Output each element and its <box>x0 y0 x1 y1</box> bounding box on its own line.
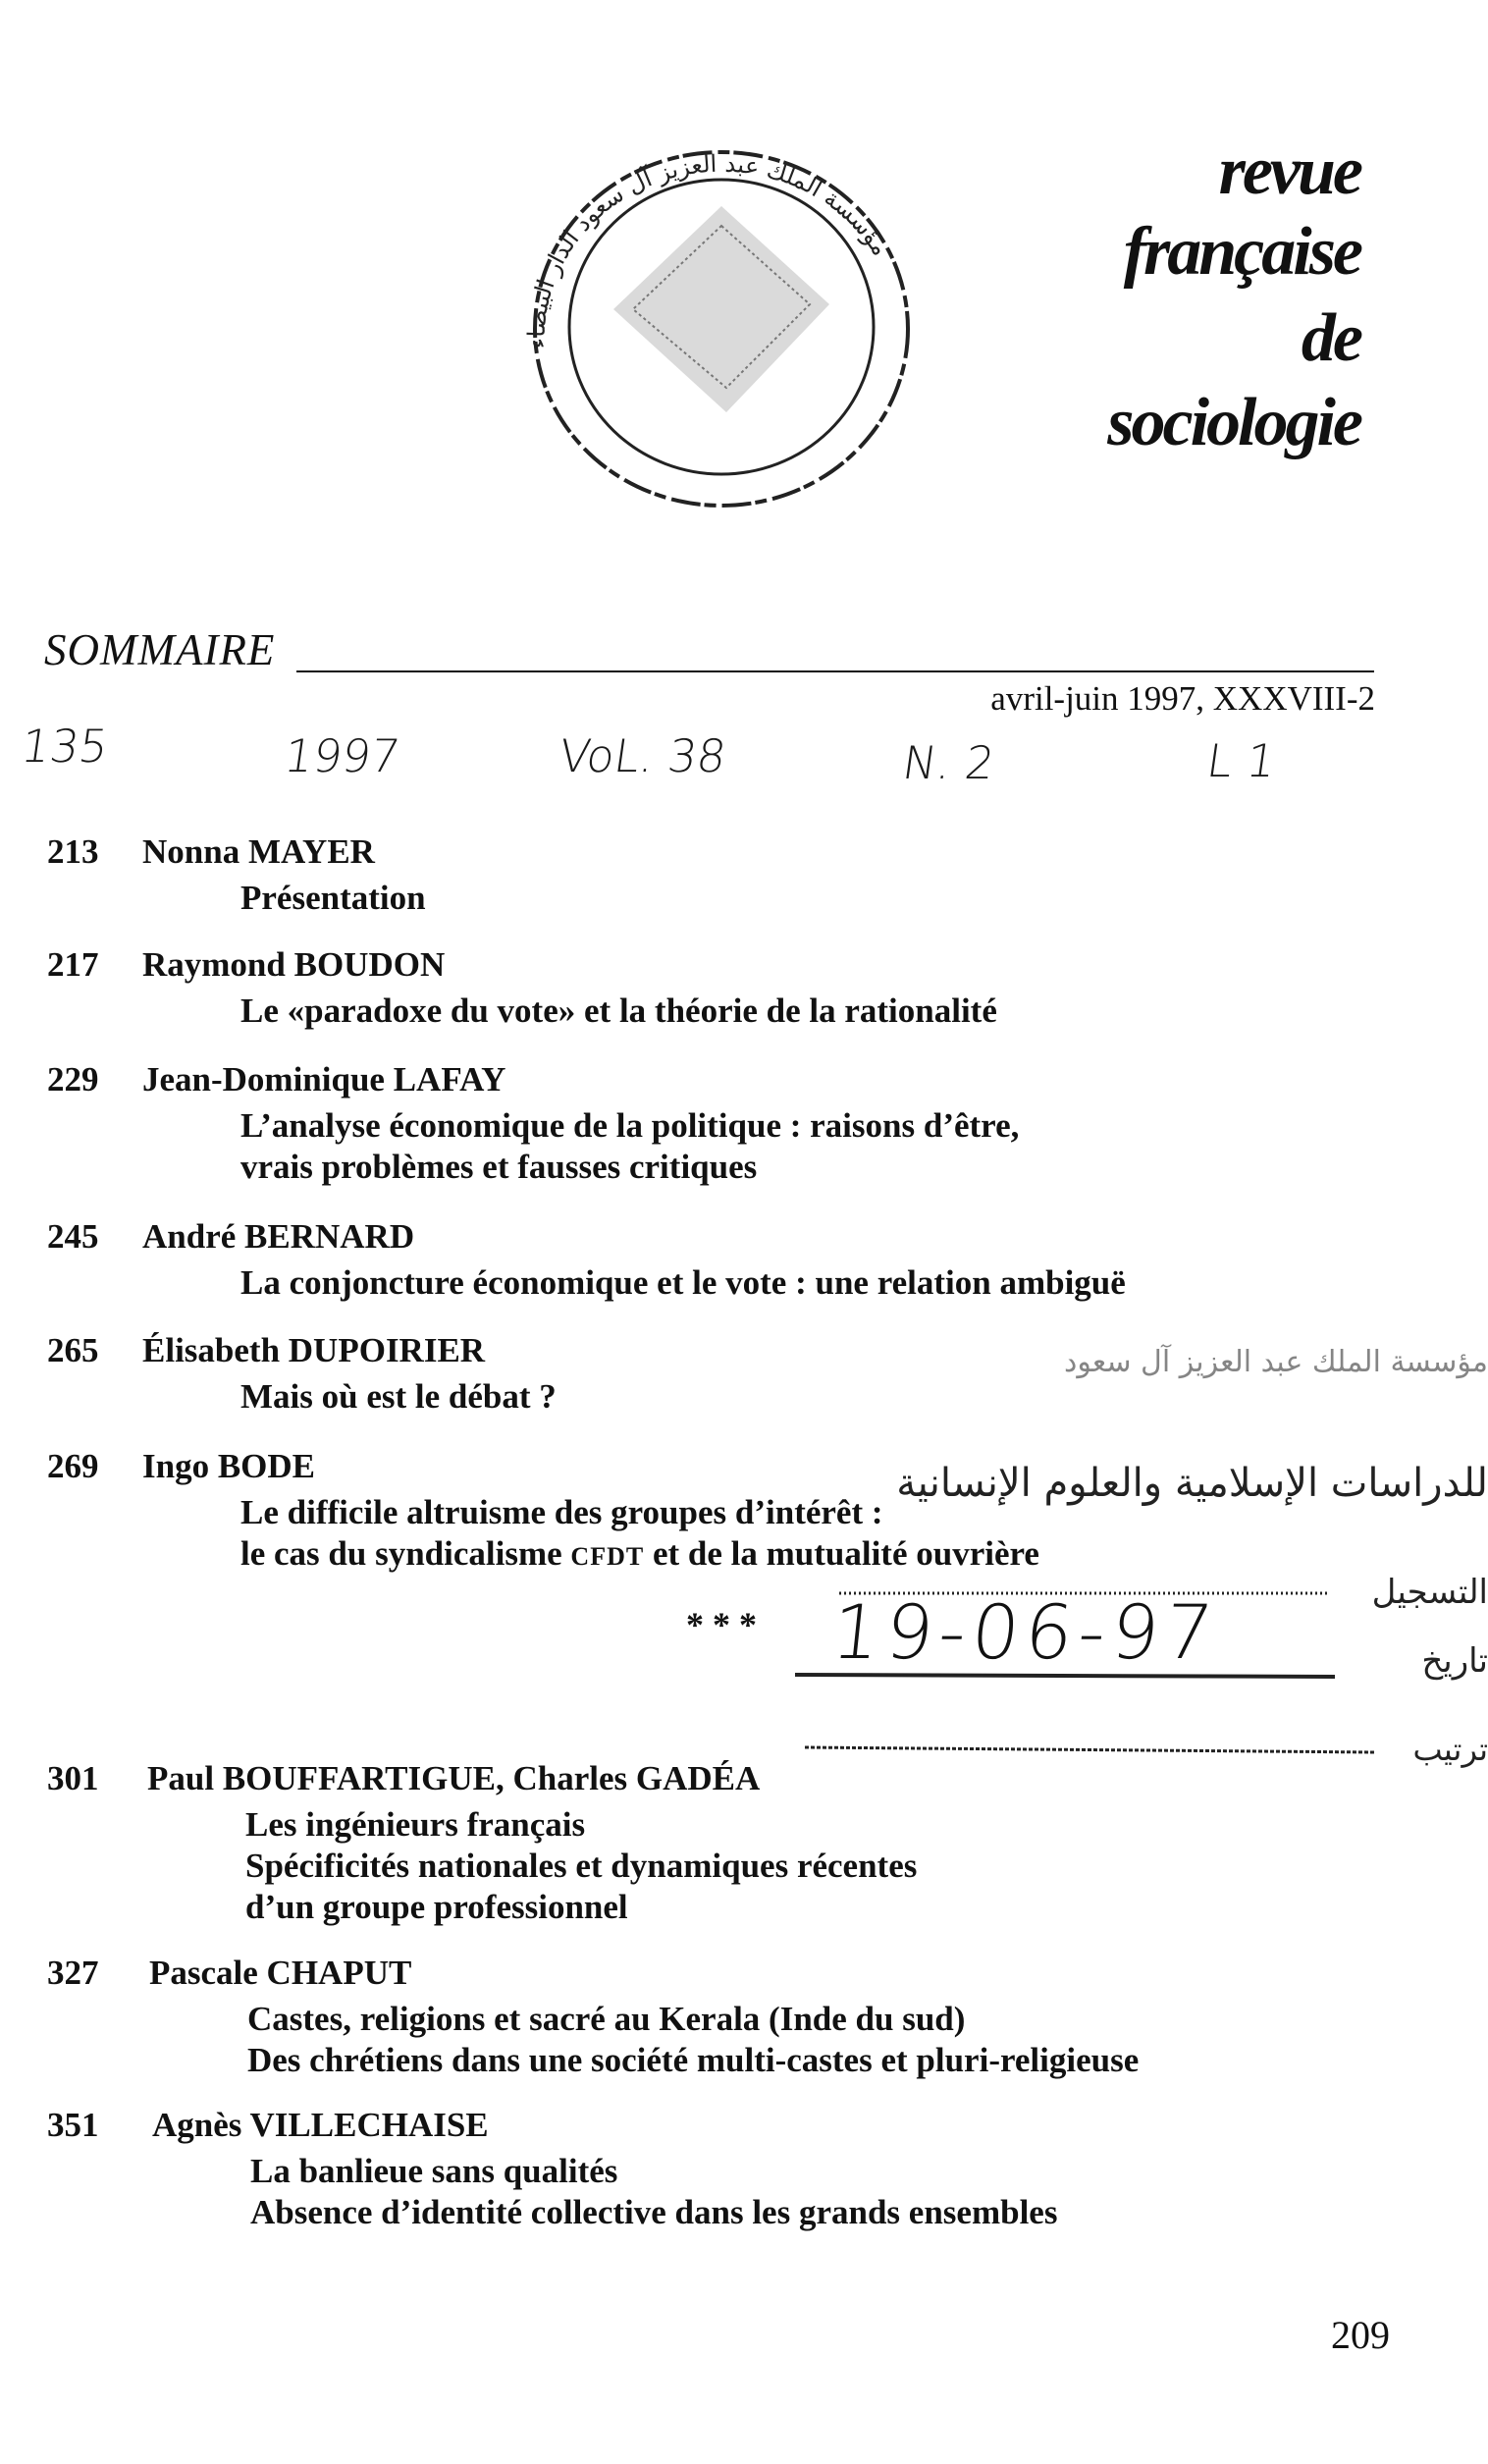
toc-title: L’analyse économique de la politique : raisons d’être, <box>240 1106 1020 1145</box>
toc-title: La banlieue sans qualités <box>250 2152 618 2190</box>
stamp-order-label: ترتيب <box>1412 1731 1488 1768</box>
toc-title: vrais problèmes et fausses critiques <box>240 1148 758 1186</box>
toc-page-number: 301 <box>47 1759 99 1797</box>
journal-title-line-3: de <box>1301 300 1360 376</box>
toc-page-number: 269 <box>47 1447 99 1485</box>
toc-author: Agnès VILLECHAISE <box>152 2106 489 2144</box>
toc-page-number: 327 <box>47 1954 99 1992</box>
handwritten-year: 1997 <box>281 729 403 782</box>
sommaire-heading: SOMMAIRE <box>44 625 276 674</box>
handwritten-number: N. 2 <box>899 736 998 789</box>
toc-author: Ingo BODE <box>142 1447 316 1485</box>
toc-title: Spécificités nationales et dynamiques récentes <box>245 1847 918 1885</box>
journal-title-line-4: sociologie <box>1107 385 1360 460</box>
toc-title: Les ingénieurs français <box>245 1805 586 1844</box>
library-seal-stamp <box>486 133 957 525</box>
toc-title: Mais où est le débat ? <box>240 1377 557 1416</box>
stamp-date-value: 19-06-97 <box>827 1588 1223 1676</box>
toc-author: Paul BOUFFARTIGUE, Charles GADÉA <box>147 1759 761 1797</box>
stamp-institution-line: مؤسسة الملك عبد العزيز آل سعود <box>1064 1345 1488 1379</box>
toc-author: Raymond BOUDON <box>142 945 446 984</box>
toc-title: Des chrétiens dans une société multi-castes et pluri-religieuse <box>247 2041 1140 2079</box>
toc-author: André BERNARD <box>142 1217 415 1256</box>
journal-title-line-1: revue <box>1218 134 1360 209</box>
toc-title: Présentation <box>240 879 426 917</box>
toc-author: Jean-Dominique LAFAY <box>142 1060 506 1098</box>
toc-title: Absence d’identité collective dans les grands ensembles <box>250 2193 1058 2231</box>
toc-title: d’un groupe professionnel <box>245 1888 628 1926</box>
toc-title: Castes, religions et sacré au Kerala (Inde du sud) <box>247 2000 966 2038</box>
toc-page-number: 245 <box>47 1217 99 1256</box>
handwritten-ref: 135 <box>18 720 112 773</box>
issue-date: avril-juin 1997, XXXVIII-2 <box>990 679 1375 718</box>
stamp-rules <box>785 1345 1488 1767</box>
toc-author: Pascale CHAPUT <box>149 1954 412 1992</box>
stamp-registration-label: التسجيل <box>1371 1573 1488 1612</box>
sommaire-rule <box>296 670 1374 672</box>
page-number: 209 <box>1331 2313 1390 2357</box>
toc-page-number: 229 <box>47 1060 99 1098</box>
toc-title: le cas du syndicalisme CFDT et de la mutualité ouvrière <box>240 1534 1039 1573</box>
registration-stamp <box>785 1345 1488 1767</box>
journal-title-line-2: française <box>1123 214 1360 290</box>
toc-author: Nonna MAYER <box>142 832 375 871</box>
toc-page-number: 217 <box>47 945 99 984</box>
handwritten-volume: VoL. 38 <box>556 729 730 782</box>
toc-title: Le «paradoxe du vote» et la théorie de la rationalité <box>240 991 997 1030</box>
section-separator: * * * <box>686 1605 757 1644</box>
stamp-institution-line: للدراسات الإسلامية والعلوم الإنسانية <box>896 1461 1488 1506</box>
svg-text:مؤسسة الملك عبد العزيز آل سعود: مؤسسة الملك عبد العزيز آل سعود الدار البيضاء <box>522 149 895 349</box>
toc-title: Le difficile altruisme des groupes d’intérêt : <box>240 1493 883 1531</box>
toc-author: Élisabeth DUPOIRIER <box>142 1331 486 1369</box>
handwritten-code: L 1 <box>1203 734 1280 787</box>
toc-title: La conjoncture économique et le vote : une relation ambiguë <box>240 1263 1126 1302</box>
toc-page-number: 351 <box>47 2106 99 2144</box>
toc-page-number: 265 <box>47 1331 99 1369</box>
toc-page-number: 213 <box>47 832 99 871</box>
stamp-date-label: تاريخ <box>1421 1641 1488 1681</box>
toc-title-acronym: CFDT <box>570 1542 645 1571</box>
